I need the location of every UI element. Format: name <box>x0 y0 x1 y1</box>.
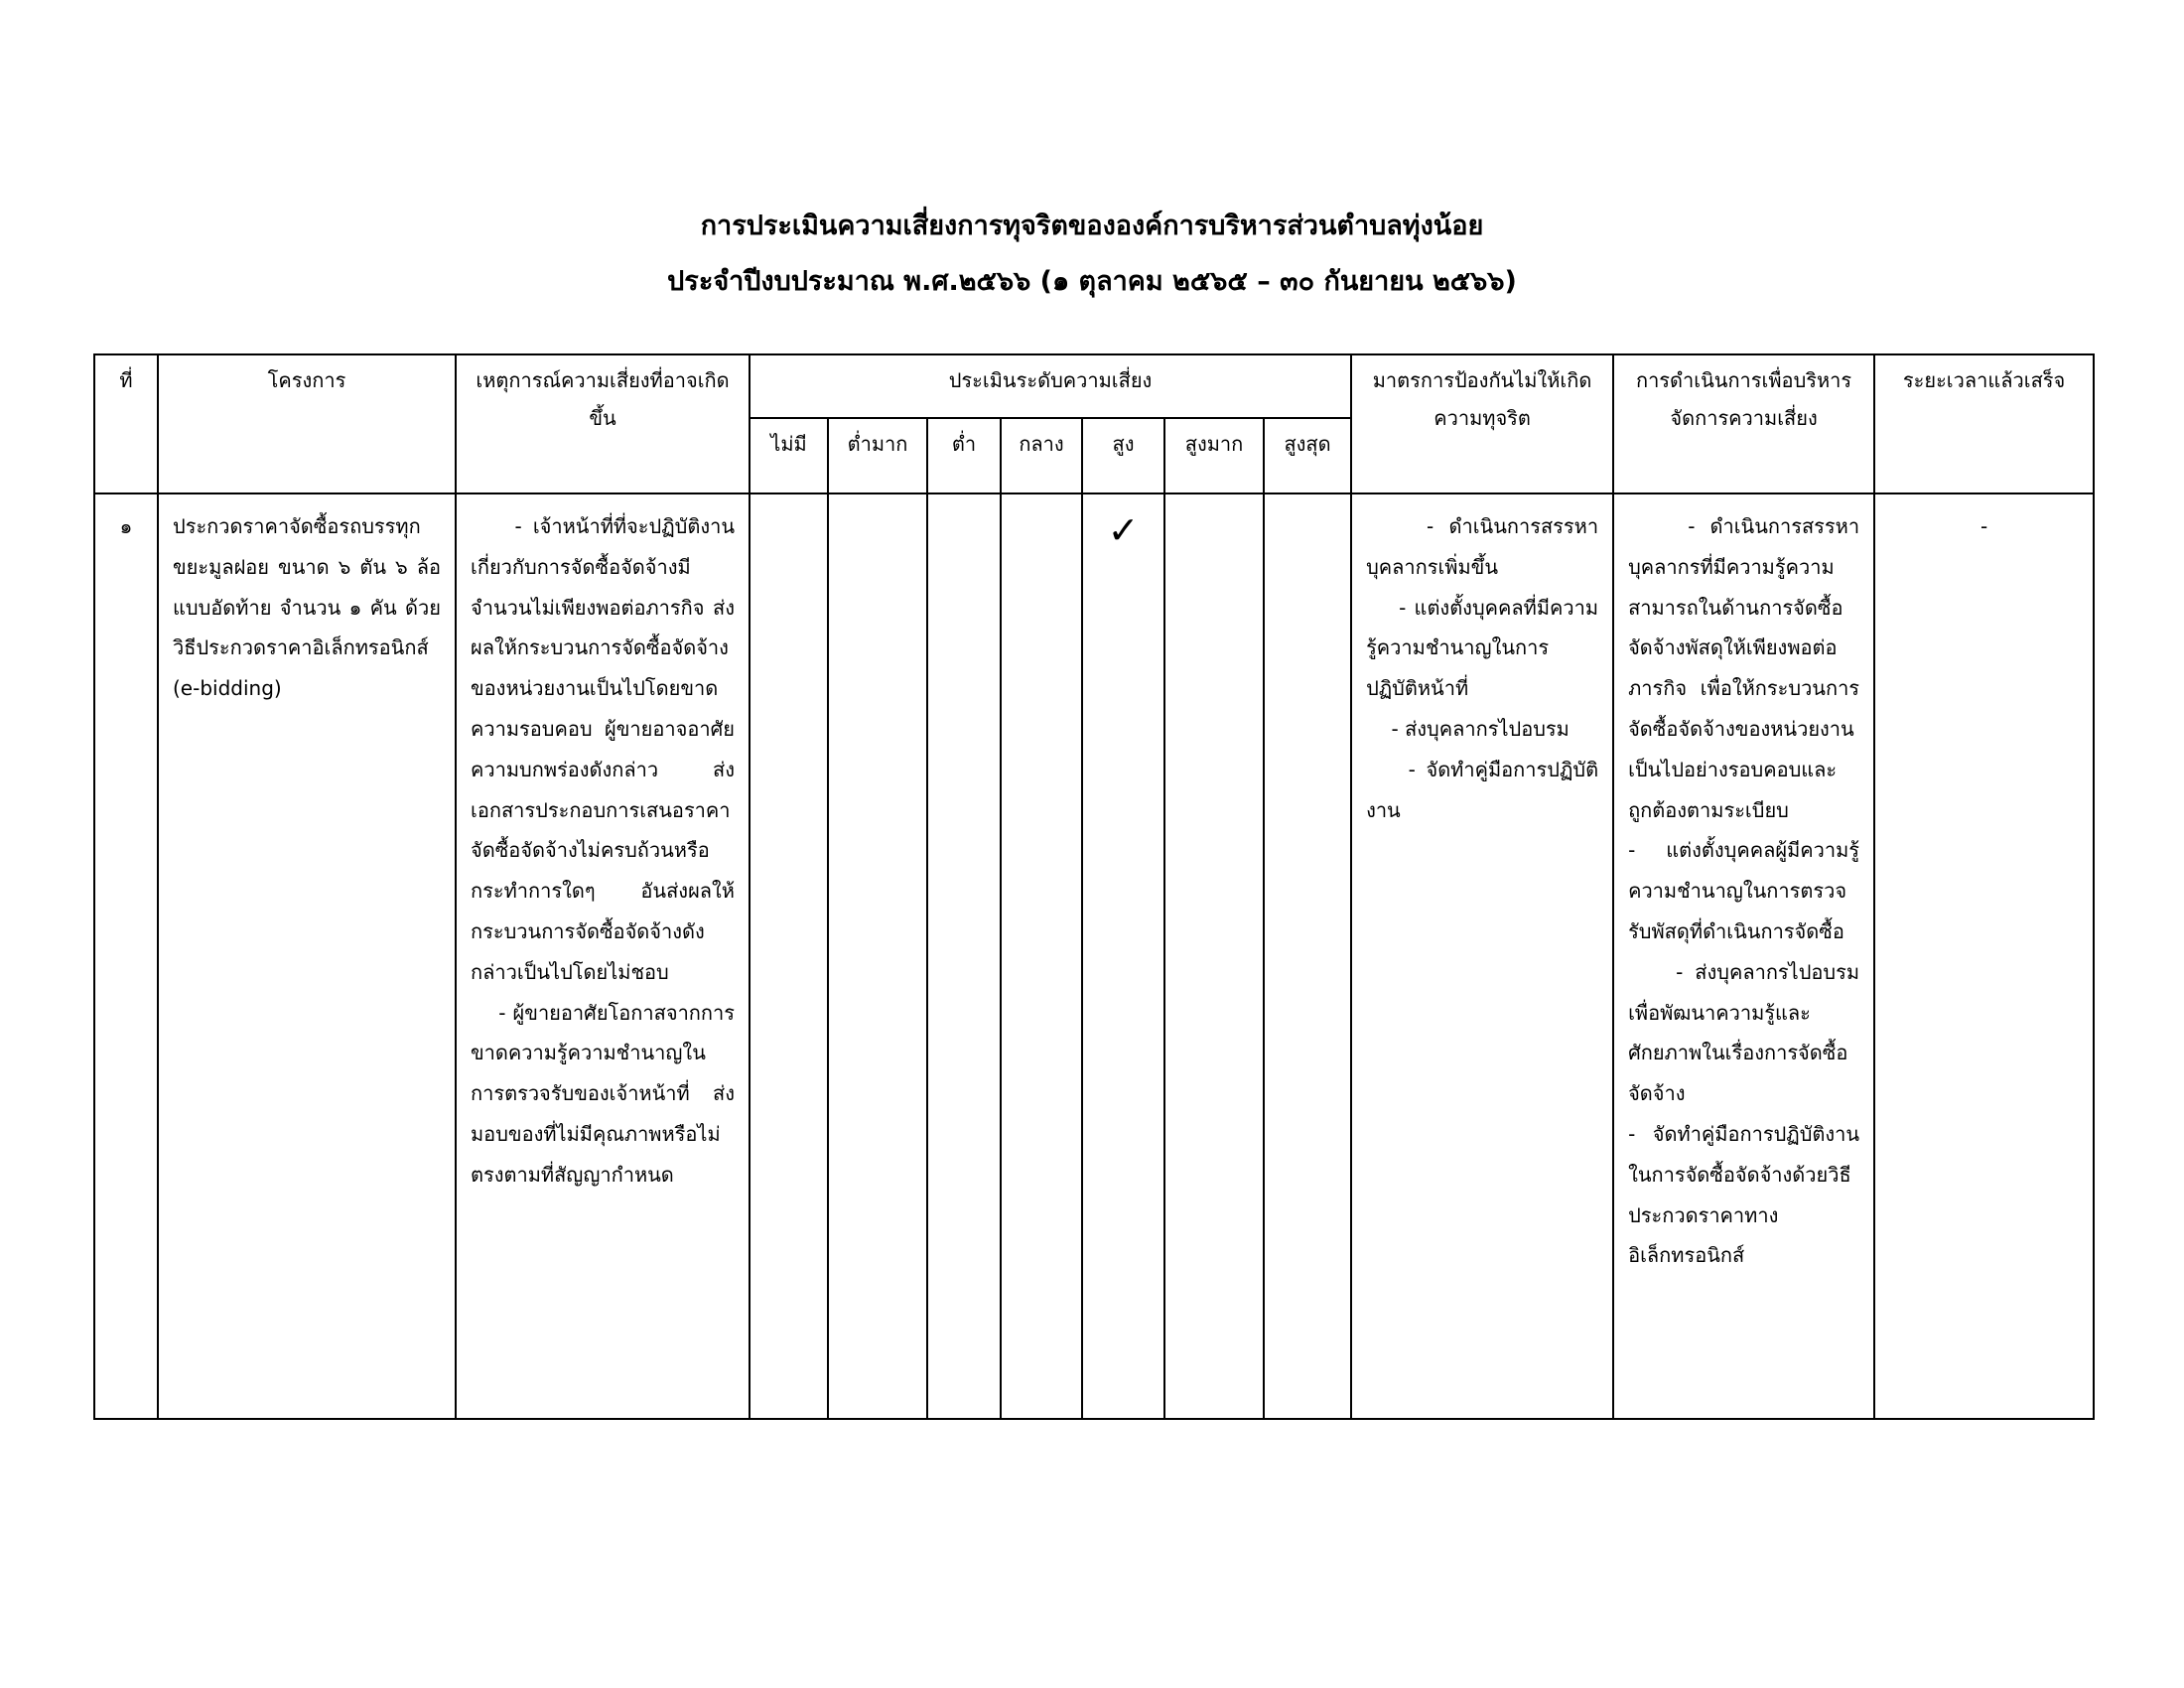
level-none-cell <box>750 493 828 1419</box>
document-title: การประเมินความเสี่ยงการทุจริตขององค์การบริหารส่วนตำบลทุ่งน้อย <box>700 211 1484 241</box>
level-very-low-cell <box>828 493 927 1419</box>
level-highest-cell <box>1264 493 1351 1419</box>
project-cell: ประกวดราคาจัดซื้อรถบรรทุกขยะมูลฝอย ขนาด ๖ ตัน ๖ ล้อ แบบอัดท้าย จำนวน ๑ คัน ด้วยวิธีประกวดราคาอิเล็กทรอนิกส์ (e-bidding) <box>158 493 456 1419</box>
header-level-very-low: ต่ำมาก <box>828 418 927 493</box>
risk-event-cell: - เจ้าหน้าที่ที่จะปฏิบัติงานเกี่ยวกับการจัดซื้อจัดจ้างมีจำนวนไม่เพียงพอต่อภารกิจ ส่งผลให้กระบวนการจัดซื้อจัดจ้างของหน่วยงานเป็นไปโดยขาดความรอบคอบ ผู้ขายอาจอาศัยความบกพร่องดังกล่าว ส่งเอกสารประกอบการเสนอราคาจัดซื้อจัดจ้างไม่ครบถ้วนหรือกระทำการใดๆ อันส่งผลให้กระบวนการจัดซื้อจัดจ้างดังกล่าวเป็นไปโดยไม่ชอบ - ผู้ขายอาศัยโอกาสจากการขาดความรู้ความชำนาญในการตรวจรับของเจ้าหน้าที่ ส่งมอบของที่ไม่มีคุณภาพหรือไม่ตรงตามที่สัญญากำหนด <box>456 493 750 1419</box>
level-high-cell <box>1082 493 1164 1419</box>
prevention-cell: - ดำเนินการสรรหาบุคลากรเพิ่มขึ้น - แต่งตั้งบุคคลที่มีความรู้ความชำนาญในการปฏิบัติหน้าที่ - ส่งบุคลากรไปอบรม - จัดทำคู่มือการปฏิบัติงาน <box>1351 493 1613 1419</box>
risk-assessment-table <box>93 353 2095 1420</box>
header-risk-event: เหตุการณ์ความเสี่ยงที่อาจเกิดขึ้น <box>456 354 750 493</box>
header-level-highest: สูงสุด <box>1264 418 1351 493</box>
document-subtitle: ประจำปีงบประมาณ พ.ศ.๒๕๖๖ (๑ ตุลาคม ๒๕๖๕ – ๓๐ กันยายน ๒๕๖๖) <box>667 266 1517 297</box>
header-project: โครงการ <box>158 354 456 493</box>
header-level-very-high: สูงมาก <box>1164 418 1264 493</box>
header-prevention: มาตรการป้องกันไม่ให้เกิดความทุจริต <box>1351 354 1613 493</box>
check-mark-icon: ✓ <box>1107 508 1140 552</box>
header-no: ที่ <box>94 354 158 493</box>
level-very-high-cell <box>1164 493 1264 1419</box>
management-cell: - ดำเนินการสรรหาบุคลากรที่มีความรู้ความสามารถในด้านการจัดซื้อจัดจ้างพัสดุให้เพียงพอต่อภารกิจ เพื่อให้กระบวนการจัดซื้อจัดจ้างของหน่วยงานเป็นไปอย่างรอบคอบและถูกต้องตามระเบียบ - แต่งตั้งบุคคลผู้มีความรู้ความชำนาญในการตรวจรับพัสดุที่ดำเนินการจัดซื้อ - ส่งบุคลากรไปอบรมเพื่อพัฒนาความรู้และศักยภาพในเรื่องการจัดซื้อจัดจ้าง - จัดทำคู่มือการปฏิบัติงานในการจัดซื้อจัดจ้างด้วยวิธีประกวดราคาทางอิเล็กทรอนิกส์ <box>1613 493 1874 1419</box>
header-management: การดำเนินการเพื่อบริหารจัดการความเสี่ยง <box>1613 354 1874 493</box>
timeframe-cell: - <box>1874 493 2094 1419</box>
header-level-medium: กลาง <box>1001 418 1082 493</box>
level-low-cell <box>927 493 1001 1419</box>
row-number: ๑ <box>94 493 158 1419</box>
header-risk-level-group: ประเมินระดับความเสี่ยง <box>750 354 1351 418</box>
header-level-low: ต่ำ <box>927 418 1001 493</box>
header-level-none: ไม่มี <box>750 418 828 493</box>
table-row <box>94 493 2094 1419</box>
header-level-high: สูง <box>1082 418 1164 493</box>
level-medium-cell <box>1001 493 1082 1419</box>
header-timeframe: ระยะเวลาแล้วเสร็จ <box>1874 354 2094 493</box>
